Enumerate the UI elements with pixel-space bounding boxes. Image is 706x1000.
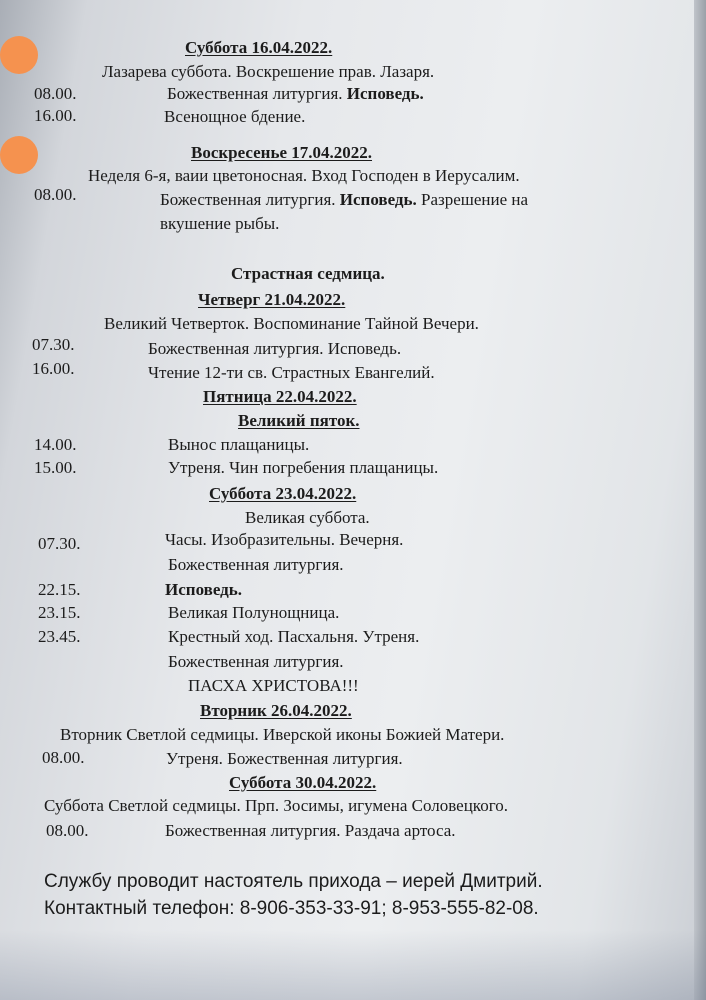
service-description: Чтение 12-ти св. Страстных Евангелий. xyxy=(148,363,435,382)
service-time: 14.00. xyxy=(34,435,77,454)
day-subtitle: Неделя 6-я, ваии цветоносная. Вход Господен в Иерусалим. xyxy=(88,166,520,185)
service-time: 07.30. xyxy=(32,335,75,354)
service-description: Крестный ход. Пасхальня. Утреня. xyxy=(168,627,420,646)
easter-greeting: ПАСХА ХРИСТОВА!!! xyxy=(188,676,359,695)
service-time: 08.00. xyxy=(46,821,89,840)
service-description: Исповедь. xyxy=(165,580,242,599)
service-description: Великая Полунощница. xyxy=(168,603,340,622)
day-heading: Пятница 22.04.2022. xyxy=(203,387,357,406)
service-time: 08.00. xyxy=(42,748,85,767)
day-subtitle: Лазарева суббота. Воскрешение прав. Лазаря. xyxy=(102,62,435,81)
day-heading: Четверг 21.04.2022. xyxy=(198,290,346,309)
day-subtitle: Великая суббота. xyxy=(245,508,370,527)
service-description: Утреня. Чин погребения плащаницы. xyxy=(168,458,439,477)
service-time: 22.15. xyxy=(38,580,81,599)
page-edge xyxy=(694,0,706,1000)
day-heading: Суббота 16.04.2022. xyxy=(185,38,333,57)
service-description: Божественная литургия. Исповедь. xyxy=(148,339,402,358)
day-heading: Суббота 30.04.2022. xyxy=(229,773,377,792)
service-description-continued: Божественная литургия. xyxy=(168,652,344,671)
service-time: 16.00. xyxy=(34,106,77,125)
service-description-continued: вкушение рыбы. xyxy=(160,214,280,233)
section-title: Страстная седмица. xyxy=(231,264,385,283)
service-time: 23.45. xyxy=(38,627,81,646)
service-time: 07.30. xyxy=(38,534,81,553)
orange-marker-dot xyxy=(0,36,38,74)
service-description: Божественная литургия. Раздача артоса. xyxy=(165,821,456,840)
day-heading: Суббота 23.04.2022. xyxy=(209,484,357,503)
day-heading: Воскресенье 17.04.2022. xyxy=(191,143,373,162)
orange-marker-dot xyxy=(0,136,38,174)
day-heading: Вторник 26.04.2022. xyxy=(200,701,352,720)
service-description-continued: Божественная литургия. xyxy=(168,555,344,574)
service-description: Всенощное бдение. xyxy=(164,107,306,126)
priest-info: Службу проводит настоятель прихода – иерей Дмитрий. xyxy=(44,871,543,892)
day-subtitle: Суббота Светлой седмицы. Прп. Зосимы, игумена Соловецкого. xyxy=(44,796,508,815)
service-description: Утреня. Божественная литургия. xyxy=(166,749,403,768)
service-time: 08.00. xyxy=(34,185,77,204)
service-description: Божественная литургия. Исповедь. xyxy=(167,84,424,103)
service-time: 08.00. xyxy=(34,84,77,103)
day-subtitle: Вторник Светлой седмицы. Иверской иконы Божией Матери. xyxy=(60,725,505,744)
contact-phones: Контактный телефон: 8-906-353-33-91; 8-953-555-82-08. xyxy=(44,898,539,919)
service-time: 16.00. xyxy=(32,359,75,378)
service-description: Часы. Изобразительны. Вечерня. xyxy=(165,530,404,549)
day-subheading: Великий пяток. xyxy=(238,411,360,430)
service-description: Божественная литургия. Исповедь. Разрешение на xyxy=(160,190,529,209)
service-description: Вынос плащаницы. xyxy=(168,435,310,454)
service-time: 15.00. xyxy=(34,458,77,477)
day-subtitle: Великий Четверток. Воспоминание Тайной Вечери. xyxy=(104,314,479,333)
service-time: 23.15. xyxy=(38,603,81,622)
page-shadow xyxy=(0,930,706,1000)
